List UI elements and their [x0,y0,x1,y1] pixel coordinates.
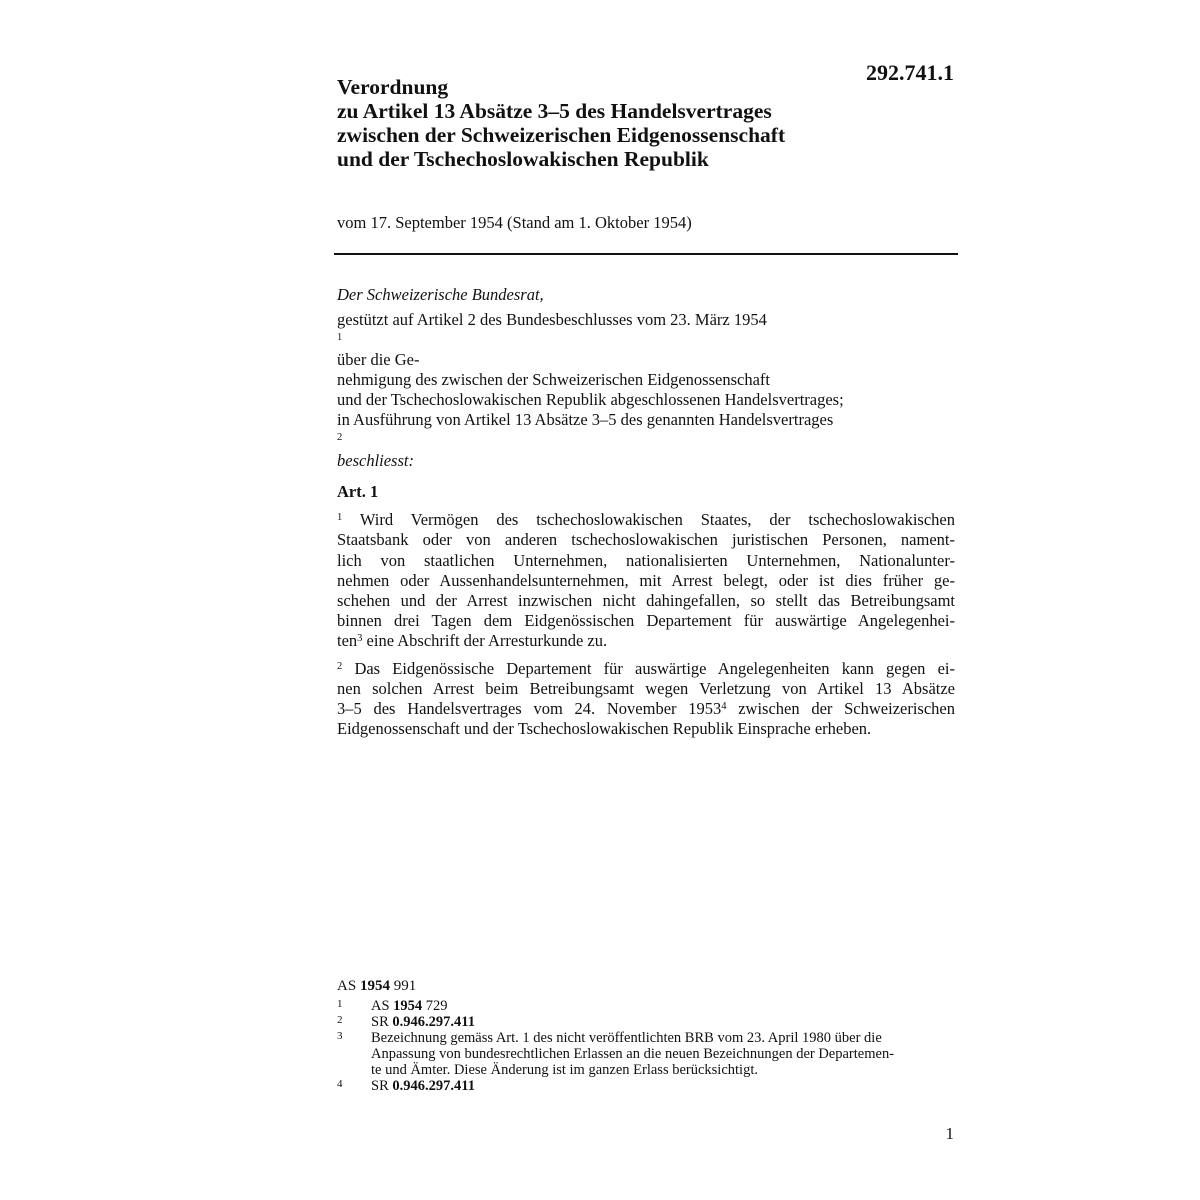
paragraph-line: nen solchen Arrest beim Betreibungsamt wegen Verletzung von Artikel 13 Absätze [337,678,955,698]
official-collection-reference [337,978,957,994]
page-number: 1 [945,1124,954,1143]
paragraph-text: Das Eidgenössische Departement für auswärtige Angelegenheiten kann gegen ei- [342,658,955,678]
paragraph-line: schehen und der Arrest inzwischen nicht dahingefallen, so stellt das Betreibungsamt [337,591,955,611]
article-1 [337,482,955,746]
article-heading: Art. 1 [337,482,379,501]
paragraph-text: eine Abschrift der Arresturkunde zu. [362,631,608,651]
paragraph-line [337,659,955,679]
paragraph-text: ten [337,631,358,651]
title-line: und der Tschechoslowakischen Republik [337,147,709,171]
document-title [337,75,937,171]
date-line: vom 17. September 1954 (Stand am 1. Oktober 1954) [337,213,692,232]
footnote-3 [337,1030,957,1078]
preamble-line: und der Tschechoslowakischen Republik abgeschlossenen Handelsvertrages; [337,390,844,409]
footnote-line: te und Ämter. Diese Änderung ist im ganzen Erlass berücksichtigt. [371,1062,758,1078]
article-paragraph-2 [337,659,955,740]
reference-prefix: AS [337,978,360,994]
footnote-number: 3 [337,1030,343,1042]
footnote-prefix: SR [371,1078,393,1094]
footnote-ref[interactable]: 2 [337,432,343,443]
footnote-number: 2 [337,1014,343,1026]
article-paragraph-1 [337,510,955,651]
footnote-number: 4 [337,1078,343,1090]
preamble-text: in Ausführung von Artikel 13 Absätze 3–5 des genannten Handelsvertrages [337,410,834,429]
paragraph-line [337,699,955,719]
footnote-bold: 0.946.297.411 [392,1014,475,1030]
footnote-text [371,1030,957,1078]
preamble-basis [337,310,957,450]
title-line: Verordnung [337,75,449,99]
footnote-prefix: AS [371,998,394,1014]
preamble-decides: beschliesst: [337,451,414,470]
paragraph-line: Staatsbank oder von anderen tschechoslowakischen juristischen Personen, nament- [337,530,955,550]
footnote-line: Anpassung von bundesrechtlichen Erlassen an die neuen Bezeichnungen der Departemen- [371,1046,895,1062]
reference-page: 991 [389,978,417,994]
preamble-text: über die Ge- [337,350,420,369]
paragraph-line: binnen drei Tagen dem Eidgenössischen Departement für auswärtige Angelegenhei- [337,611,955,631]
footnote-bold: 1954 [393,998,423,1014]
footnote-line: Bezeichnung gemäss Art. 1 des nicht veröffentlichten BRB vom 23. April 1980 über die [371,1030,882,1046]
paragraph-number: 1 [337,512,343,524]
footnote-text [371,1014,475,1030]
footnote-1 [337,998,957,1014]
title-line: zwischen der Schweizerischen Eidgenossenschaft [337,123,786,147]
paragraph-text: 3–5 des Handelsvertrages vom 24. November 1953 [337,699,722,719]
paragraph-line [337,631,955,651]
footnote-2 [337,1014,957,1030]
preamble-line: nehmigung des zwischen der Schweizerischen Eidgenossenschaft [337,370,770,389]
footnote-text [371,998,448,1014]
footnote-ref[interactable]: 1 [337,332,343,343]
paragraph-line: Eidgenossenschaft und der Tschechoslowakischen Republik Einsprache erheben. [337,719,872,739]
preamble-line [337,310,957,370]
footnote-ref[interactable]: 3 [357,633,363,645]
paragraph-line: nehmen oder Aussenhandelsunternehmen, mit Arrest belegt, oder ist dies früher ge- [337,570,955,590]
sr-number: 292.741.1 [866,60,954,85]
footnote-4 [337,1078,957,1094]
preamble-line [337,410,957,450]
footnote-suffix: 729 [422,998,448,1014]
footnote-bold: 0.946.297.411 [392,1078,475,1094]
footnote-text [371,1078,475,1094]
paragraph-text: Wird Vermögen des tschechoslowakischen Staates, der tschechoslowakischen [342,510,955,530]
preamble-text: gestützt auf Artikel 2 des Bundesbeschlusses vom 23. März 1954 [337,310,767,329]
footnotes [337,978,957,1094]
reference-year: 1954 [359,978,390,994]
paragraph-line [337,510,955,530]
footnote-ref[interactable]: 4 [721,701,727,713]
preamble-authority: Der Schweizerische Bundesrat, [337,285,544,304]
paragraph-text: zwischen der Schweizerischen [726,699,955,719]
title-line: zu Artikel 13 Absätze 3–5 des Handelsvertrages [337,99,772,123]
footnote-prefix: SR [371,1014,393,1030]
paragraph-line: lich von staatlichen Unternehmen, nationalisierten Unternehmen, Nationalunter- [337,550,955,570]
horizontal-rule [334,253,958,255]
preamble [337,285,957,471]
paragraph-number: 2 [337,660,343,672]
footnote-number: 1 [337,998,343,1010]
